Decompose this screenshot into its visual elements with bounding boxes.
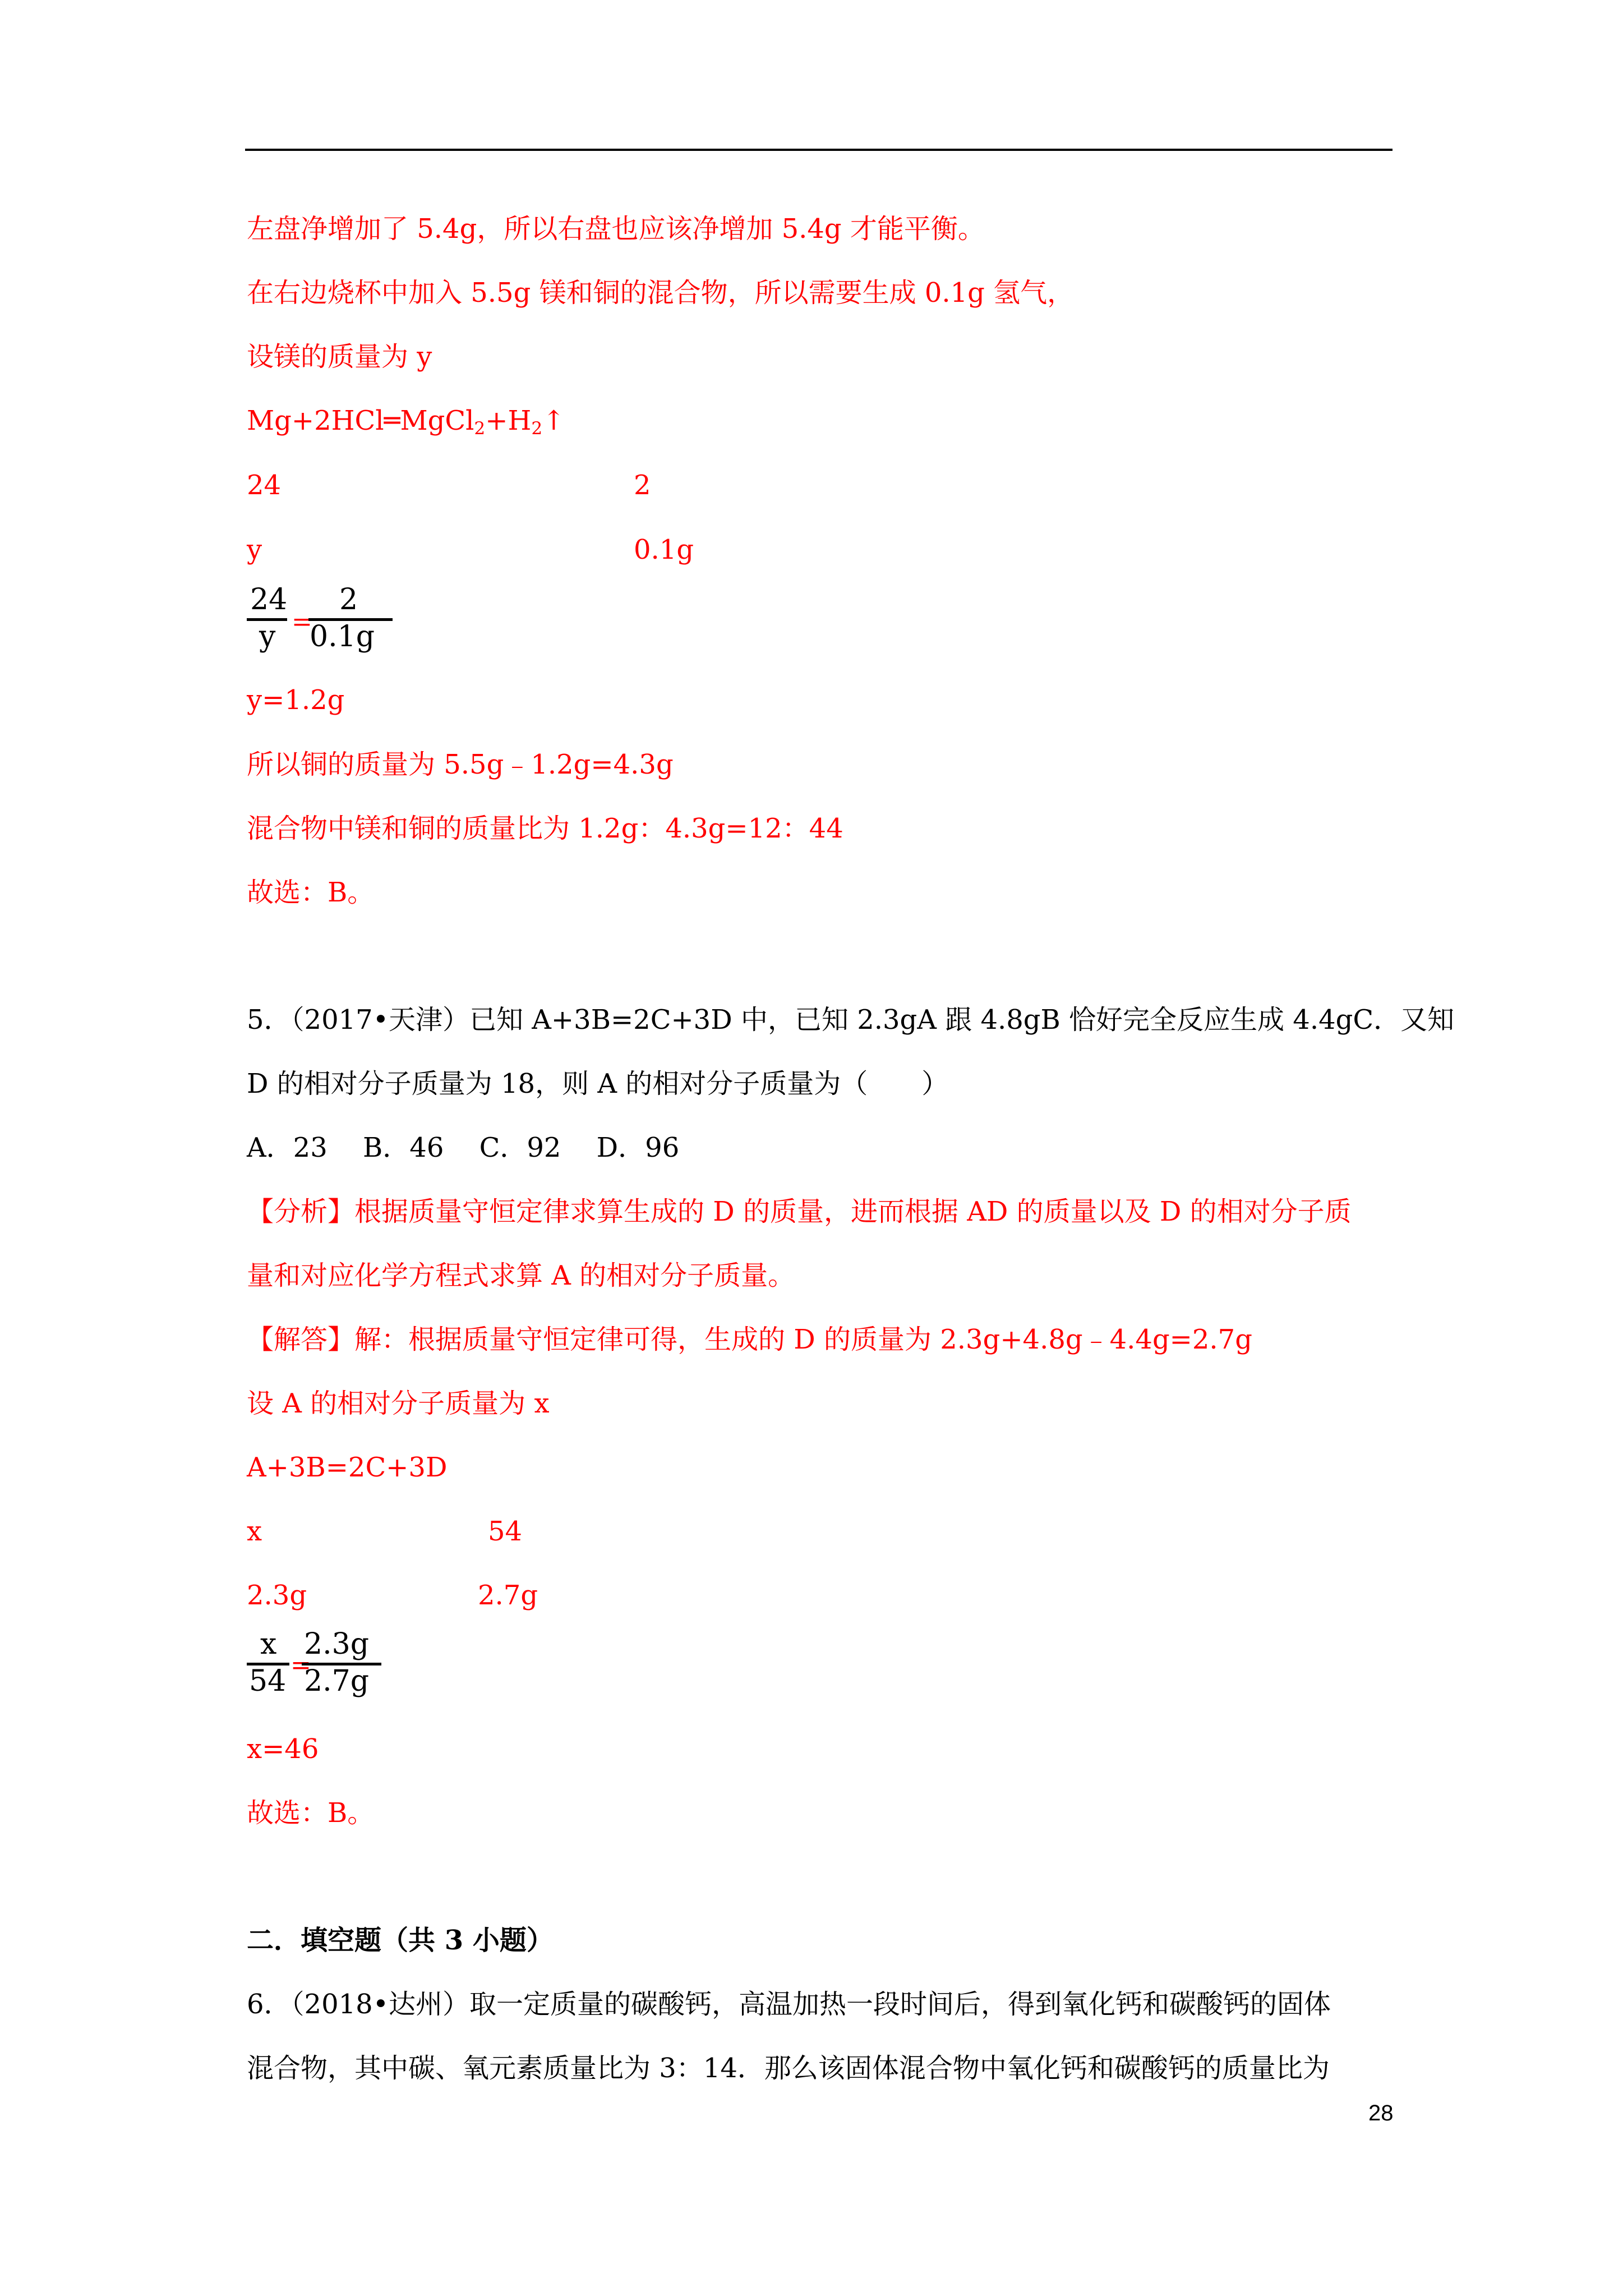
question-stem: 6．（2018•达州）取一定质量的碳酸钙，高温加热一段时间后，得到氧化钙和碳酸钙的固体 [247, 1989, 1331, 2020]
page-number: 28 [1368, 2101, 1394, 2125]
ratio-row-left: 24 [247, 470, 282, 501]
solution-line: 在右边烧杯中加入 5.5g 镁和铜的混合物，所以需要生成 0.1g 氢气， [247, 277, 1075, 309]
question-options: A．23 B．46 C．92 D．96 [247, 1132, 680, 1163]
solution-line: 【解答】解：根据质量守恒定律可得，生成的 D 的质量为 2.3g+4.8g﹣4.4g=2.7g [247, 1324, 1252, 1355]
solution-line: 所以铜的质量为 5.5g﹣1.2g=4.3g [247, 749, 674, 780]
solution-result: y=1.2g [247, 684, 345, 716]
ratio-row-right: 2.7g [478, 1580, 538, 1611]
proportion-fraction [247, 583, 393, 656]
solution-line: 设 A 的相对分子质量为 x [247, 1388, 550, 1419]
fraction-denominator: 0.1g [310, 620, 375, 654]
analysis-line: 【分析】根据质量守恒定律求算生成的 D 的质量，进而根据 AD 的质量以及 D 的相对分子质 [247, 1196, 1352, 1227]
ratio-row-left: y [247, 534, 262, 565]
equals-sign: = [292, 608, 312, 636]
question-stem: 混合物，其中碳、氧元素质量比为 3：14．那么该固体混合物中氧化钙和碳酸钙的质量比为 [247, 2053, 1330, 2084]
solution-line: 左盘净增加了 5.4g，所以右盘也应该净增加 5.4g 才能平衡。 [247, 213, 985, 245]
header-rule [245, 149, 1393, 151]
fraction-numerator: 2.3g [304, 1627, 369, 1661]
ratio-row-left: 2.3g [247, 1580, 307, 1611]
fraction-denominator: 2.7g [304, 1664, 369, 1698]
fraction-denominator: 54 [249, 1664, 287, 1698]
fraction-numerator: 24 [250, 583, 288, 616]
section-heading: 二．填空题（共 3 小题） [247, 1925, 554, 1956]
fraction-numerator: 2 [339, 583, 358, 616]
fraction-numerator: x [260, 1627, 277, 1661]
fraction-denominator: y [259, 620, 276, 654]
chemical-equation: $Mg+2HCl═MgCl_2+H_2↑$ [247, 405, 565, 439]
answer-line: 故选：B。 [247, 877, 375, 908]
solution-line: 混合物中镁和铜的质量比为 1.2g：4.3g=12：44 [247, 813, 843, 844]
proportion-fraction [247, 1628, 381, 1701]
question-stem: 5．（2017•天津）已知 A+3B=2C+3D 中，已知 2.3gA 跟 4.8gB 恰好完全反应生成 4.4gC．又知 [247, 1004, 1455, 1036]
chemical-equation: A+3B=2C+3D [247, 1452, 448, 1483]
ratio-row-left: x [247, 1516, 262, 1547]
solution-line: 设镁的质量为 y [247, 341, 432, 372]
answer-line: 故选：B。 [247, 1797, 375, 1829]
solution-result: x=46 [247, 1733, 319, 1765]
question-stem: D 的相对分子质量为 18，则 A 的相对分子质量为（ ） [247, 1068, 949, 1099]
ratio-row-right: 2 [634, 470, 651, 501]
analysis-line: 量和对应化学方程式求算 A 的相对分子质量。 [247, 1260, 795, 1291]
equals-sign: = [291, 1651, 311, 1680]
ratio-row-right: 0.1g [634, 534, 694, 565]
ratio-row-right: 54 [488, 1516, 523, 1547]
